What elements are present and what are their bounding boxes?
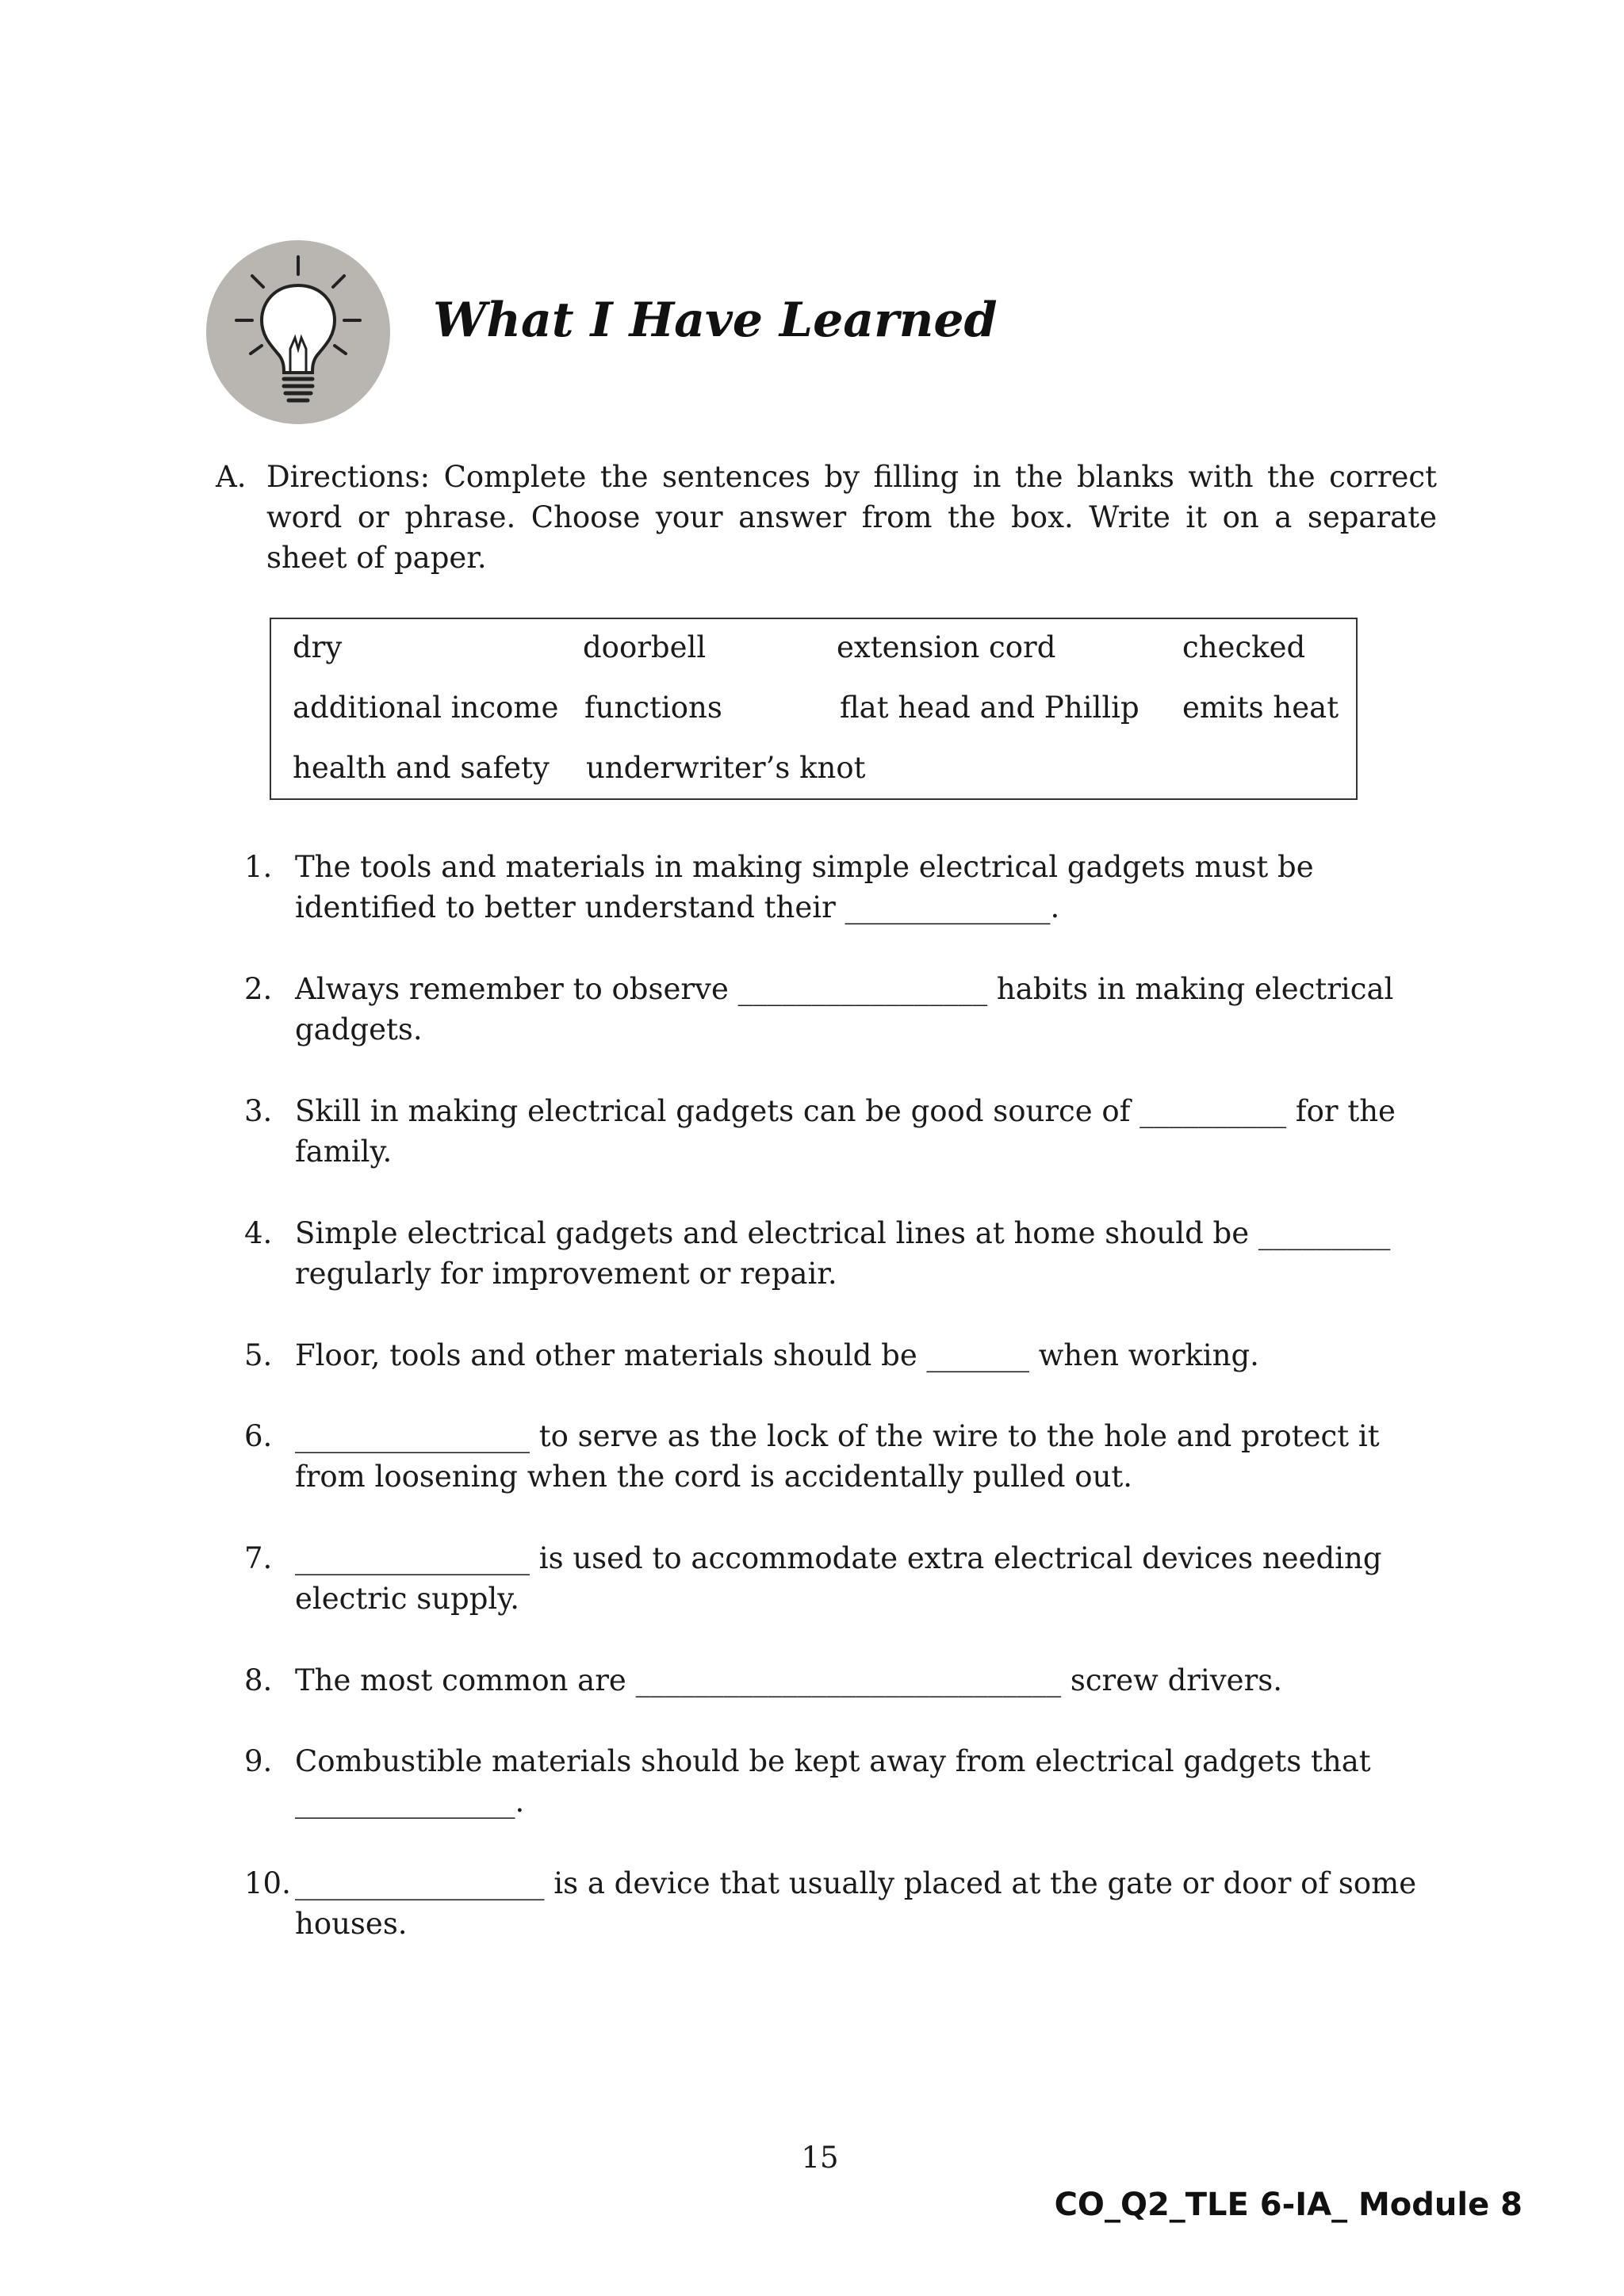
item-text: Combustible materials should be kept away from electrical gadgets that _______________.: [295, 1744, 1371, 1819]
list-item: [244, 1660, 1450, 1701]
item-number: 6.: [244, 1419, 273, 1453]
page-number: 15: [801, 2141, 839, 2175]
directions-text: Directions: Complete the sentences by filling in the blanks with the correct word or phrase. Choose your answer from the box. Write it on a separate sheet of paper.: [266, 460, 1437, 575]
item-number: 10.: [244, 1866, 291, 1900]
item-text: Skill in making electrical gadgets can be good source of __________ for the family.: [295, 1094, 1396, 1169]
list-item: [244, 1538, 1450, 1619]
list-item: [244, 847, 1450, 928]
list-item: [244, 1335, 1450, 1376]
item-text: Floor, tools and other materials should be _______ when working.: [295, 1338, 1259, 1372]
item-text: The tools and materials in making simple electrical gadgets must be identified to better understand their ______________.: [295, 850, 1314, 924]
list-item: [244, 1091, 1450, 1172]
item-number: 4.: [244, 1216, 273, 1250]
word-choice: checked: [1182, 630, 1306, 664]
list-item: [244, 969, 1450, 1050]
item-text: ________________ to serve as the lock of the wire to the hole and protect it from loosening when the cord is accidentally pulled out.: [295, 1419, 1380, 1494]
item-text: ________________ is used to accommodate extra electrical devices needing electric supply.: [295, 1541, 1382, 1616]
list-item: [244, 1213, 1450, 1294]
item-number: 2.: [244, 972, 273, 1006]
word-choice: additional income: [293, 691, 559, 725]
word-choice: flat head and Phillip: [840, 691, 1139, 725]
word-choice: functions: [584, 691, 722, 725]
item-number: 8.: [244, 1663, 273, 1697]
directions: [216, 457, 1437, 578]
word-choice: underwriter’s knot: [586, 751, 866, 785]
item-text: _________________ is a device that usually placed at the gate or door of some houses.: [295, 1866, 1417, 1941]
section-title: What I Have Learned: [433, 293, 998, 348]
item-text: The most common are _____________________________ screw drivers.: [295, 1663, 1283, 1697]
word-choice: extension cord: [837, 630, 1056, 664]
item-number: 7.: [244, 1541, 273, 1575]
word-choice: health and safety: [293, 751, 550, 785]
item-number: 1.: [244, 850, 273, 884]
directions-marker: A.: [216, 460, 247, 494]
item-number: 9.: [244, 1744, 273, 1778]
item-number: 5.: [244, 1338, 273, 1372]
list-item: [244, 1863, 1450, 1944]
word-choice: emits heat: [1182, 691, 1339, 725]
word-choice: doorbell: [583, 630, 707, 664]
light-bulb-icon: [201, 233, 395, 428]
word-choices-box: [270, 618, 1358, 800]
list-item: [244, 1741, 1450, 1822]
module-code: CO_Q2_TLE 6-IA_ Module 8: [1054, 2187, 1522, 2223]
item-number: 3.: [244, 1094, 273, 1128]
item-text: Simple electrical gadgets and electrical lines at home should be _________ regularly for improvement or repair.: [295, 1216, 1391, 1291]
word-choice: dry: [293, 630, 343, 664]
item-text: Always remember to observe _________________ habits in making electrical gadgets.: [295, 972, 1394, 1047]
list-item: [244, 1416, 1450, 1497]
